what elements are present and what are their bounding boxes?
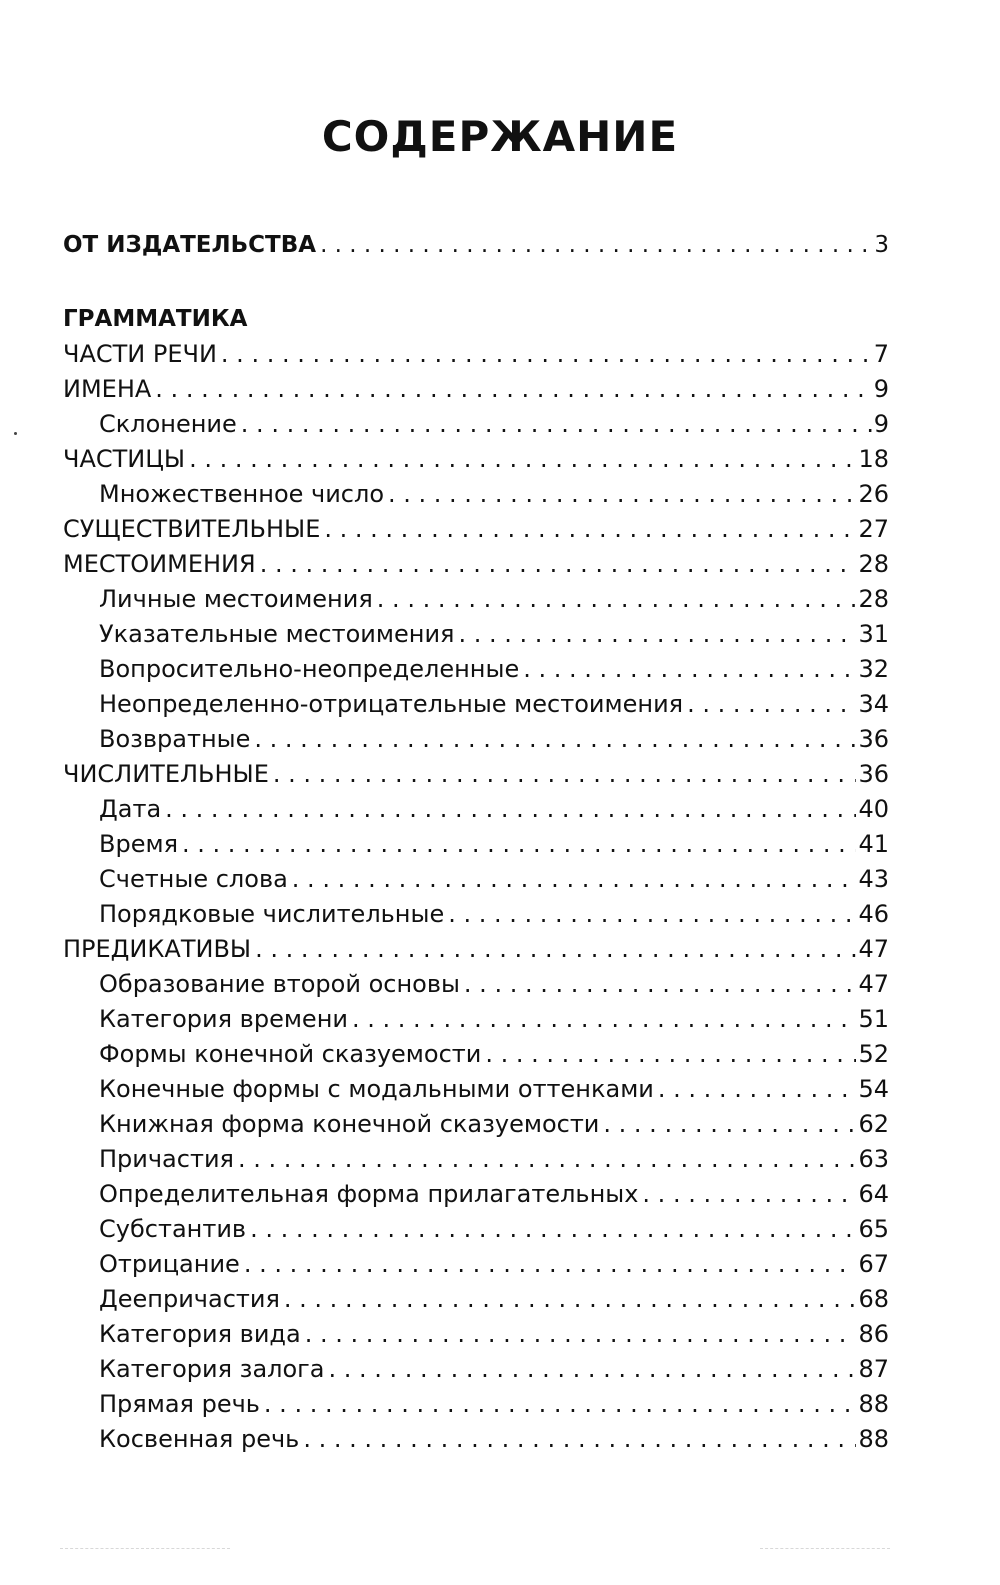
toc-entry-page-number: 52	[858, 1040, 889, 1068]
toc-entry[interactable]	[63, 652, 889, 687]
dot-leader	[305, 1317, 857, 1352]
toc-entry-page-number: 51	[858, 1005, 889, 1033]
toc-entry-page-number: 9	[873, 375, 889, 403]
dot-leader	[254, 722, 856, 757]
dot-leader	[260, 547, 857, 582]
toc-entry-label: СУЩЕСТВИТЕЛЬНЫЕ	[63, 515, 321, 543]
toc-entry-label: Счетные слова	[99, 865, 288, 893]
toc-entry-page-number: 28	[858, 585, 889, 613]
dot-leader	[658, 1072, 857, 1107]
toc-entry-page-number: 54	[858, 1075, 889, 1103]
dot-leader	[485, 1037, 856, 1072]
toc-entry[interactable]	[63, 897, 889, 932]
toc-entry-page-number: 7	[873, 340, 889, 368]
toc-entry-page-number: 32	[858, 655, 889, 683]
dot-leader	[352, 1002, 856, 1037]
scan-artifact-right	[760, 1548, 890, 1550]
toc-entry[interactable]	[63, 337, 889, 372]
toc-entry-page-number: 86	[858, 1320, 889, 1348]
toc-entry-label: Косвенная речь	[99, 1425, 300, 1453]
toc-entry-page-number: 18	[858, 445, 889, 473]
toc-entry-label: Личные местоимения	[99, 585, 373, 613]
toc-entry[interactable]	[63, 1107, 889, 1142]
dot-leader	[273, 757, 857, 792]
toc-entry-label: Субстантив	[99, 1215, 247, 1243]
dot-leader	[250, 1212, 856, 1247]
table-of-contents	[63, 228, 889, 1457]
toc-entry-page-number: 31	[858, 620, 889, 648]
dot-leader	[165, 792, 856, 827]
toc-entry-label: Отрицание	[99, 1250, 240, 1278]
toc-entry-page-number: 88	[858, 1425, 889, 1453]
toc-entry-label: Время	[99, 830, 179, 858]
toc-entry-page-number: 43	[858, 865, 889, 893]
toc-entry[interactable]	[63, 967, 889, 1002]
toc-entry-label: ЧАСТИ РЕЧИ	[63, 340, 217, 368]
dot-leader	[459, 617, 857, 652]
toc-entry[interactable]	[63, 932, 889, 967]
toc-entry-page-number: 41	[858, 830, 889, 858]
scan-artifact-left	[60, 1548, 230, 1550]
toc-entry[interactable]	[63, 1282, 889, 1317]
dot-leader	[303, 1422, 856, 1457]
toc-entry[interactable]	[63, 442, 889, 477]
dot-leader	[292, 862, 857, 897]
dot-leader	[324, 512, 856, 547]
toc-entry-page-number: 65	[858, 1215, 889, 1243]
dot-leader	[241, 407, 872, 442]
toc-entry-page-number: 88	[858, 1390, 889, 1418]
toc-entry-label: Множественное число	[99, 480, 385, 508]
toc-entry-label: МЕСТОИМЕНИЯ	[63, 550, 256, 578]
toc-entry-label: Причастия	[99, 1145, 234, 1173]
toc-entry-label: Возвратные	[99, 725, 251, 753]
toc-entry[interactable]	[63, 687, 889, 722]
dot-leader	[523, 652, 856, 687]
page-title: СОДЕРЖАНИЕ	[321, 112, 679, 161]
section-heading: ГРАММАТИКА	[63, 306, 248, 332]
toc-entry-label: ИМЕНА	[63, 375, 152, 403]
toc-entry[interactable]	[63, 372, 889, 407]
toc-entry-page-number: 64	[858, 1180, 889, 1208]
dot-leader	[448, 897, 856, 932]
toc-entry[interactable]	[63, 582, 889, 617]
toc-entry[interactable]	[63, 1247, 889, 1282]
dot-leader	[244, 1247, 857, 1282]
toc-entry-label: Категория вида	[99, 1320, 301, 1348]
toc-entry-label: Порядковые числительные	[99, 900, 445, 928]
toc-entry-page-number: 46	[858, 900, 889, 928]
toc-entry[interactable]	[63, 1422, 889, 1457]
toc-entry[interactable]	[63, 617, 889, 652]
toc-entry-label: Категория залога	[99, 1355, 325, 1383]
dot-leader	[377, 582, 857, 617]
toc-entry-label: Склонение	[99, 410, 237, 438]
toc-entry[interactable]	[63, 1352, 889, 1387]
dot-leader	[155, 372, 871, 407]
dot-leader	[238, 1142, 856, 1177]
toc-entry[interactable]	[63, 1317, 889, 1352]
toc-entry-front-matter[interactable]	[63, 228, 889, 263]
dot-leader	[687, 687, 856, 722]
dot-leader	[221, 337, 872, 372]
toc-entry-label: Категория времени	[99, 1005, 348, 1033]
toc-entry[interactable]	[63, 1142, 889, 1177]
toc-entry-label: Формы конечной сказуемости	[99, 1040, 482, 1068]
toc-entry-list	[63, 337, 889, 1457]
toc-entry[interactable]	[63, 792, 889, 827]
toc-entry-label: Неопределенно-отрицательные местоимения	[99, 690, 684, 718]
dot-leader	[329, 1352, 857, 1387]
toc-entry-page-number: 68	[858, 1285, 889, 1313]
toc-entry[interactable]	[63, 1387, 889, 1422]
toc-entry-label: ПРЕДИКАТИВЫ	[63, 935, 252, 963]
toc-entry[interactable]	[63, 1002, 889, 1037]
toc-entry[interactable]	[63, 1212, 889, 1247]
toc-entry-page-number: 26	[858, 480, 889, 508]
toc-entry-label: Вопросительно-неопределенные	[99, 655, 520, 683]
toc-entry-page-number: 47	[858, 935, 889, 963]
toc-entry-label: ЧИСЛИТЕЛЬНЫЕ	[63, 760, 269, 788]
toc-entry-page-number: 27	[858, 515, 889, 543]
toc-entry-label: Конечные формы с модальными оттенками	[99, 1075, 654, 1103]
toc-entry-page-number: 3	[874, 232, 889, 258]
dot-leader	[189, 442, 856, 477]
toc-entry-label: Прямая речь	[99, 1390, 260, 1418]
dot-leader	[182, 827, 856, 862]
toc-entry-page-number: 9	[873, 410, 889, 438]
toc-entry[interactable]	[63, 407, 889, 442]
toc-entry-label: Книжная форма конечной сказуемости	[99, 1110, 600, 1138]
toc-entry-page-number: 67	[858, 1250, 889, 1278]
toc-entry-page-number: 36	[858, 760, 889, 788]
dot-leader	[603, 1107, 856, 1142]
dot-leader	[255, 932, 856, 967]
toc-entry-label: Деепричастия	[99, 1285, 280, 1313]
dot-leader	[388, 477, 856, 512]
toc-entry-label: Образование второй основы	[99, 970, 460, 998]
toc-entry[interactable]	[63, 1072, 889, 1107]
toc-entry[interactable]	[63, 477, 889, 512]
dot-leader	[320, 228, 872, 263]
toc-entry-label: Указательные местоимения	[99, 620, 455, 648]
toc-entry-page-number: 28	[858, 550, 889, 578]
toc-entry-page-number: 34	[858, 690, 889, 718]
dot-leader	[264, 1387, 857, 1422]
toc-entry[interactable]	[63, 1177, 889, 1212]
toc-entry-page-number: 40	[858, 795, 889, 823]
toc-entry[interactable]	[63, 757, 889, 792]
toc-entry-label: ОТ ИЗДАТЕЛЬСТВА	[63, 232, 317, 258]
toc-entry-page-number: 63	[858, 1145, 889, 1173]
spacer	[63, 263, 889, 301]
toc-entry-page-number: 62	[858, 1110, 889, 1138]
toc-entry-page-number: 47	[858, 970, 889, 998]
toc-entry[interactable]	[63, 512, 889, 547]
toc-entry-label: Дата	[99, 795, 162, 823]
dot-leader	[284, 1282, 857, 1317]
toc-entry[interactable]	[63, 547, 889, 582]
toc-entry[interactable]	[63, 722, 889, 757]
toc-entry-page-number: 87	[858, 1355, 889, 1383]
toc-entry[interactable]	[63, 862, 889, 897]
toc-entry[interactable]	[63, 827, 889, 862]
toc-entry[interactable]	[63, 1037, 889, 1072]
toc-entry-label: ЧАСТИЦЫ	[63, 445, 186, 473]
dot-leader	[464, 967, 857, 1002]
toc-entry-label: Определительная форма прилагательных	[99, 1180, 639, 1208]
scan-speck	[14, 432, 17, 435]
toc-entry-page-number: 36	[858, 725, 889, 753]
dot-leader	[642, 1177, 856, 1212]
